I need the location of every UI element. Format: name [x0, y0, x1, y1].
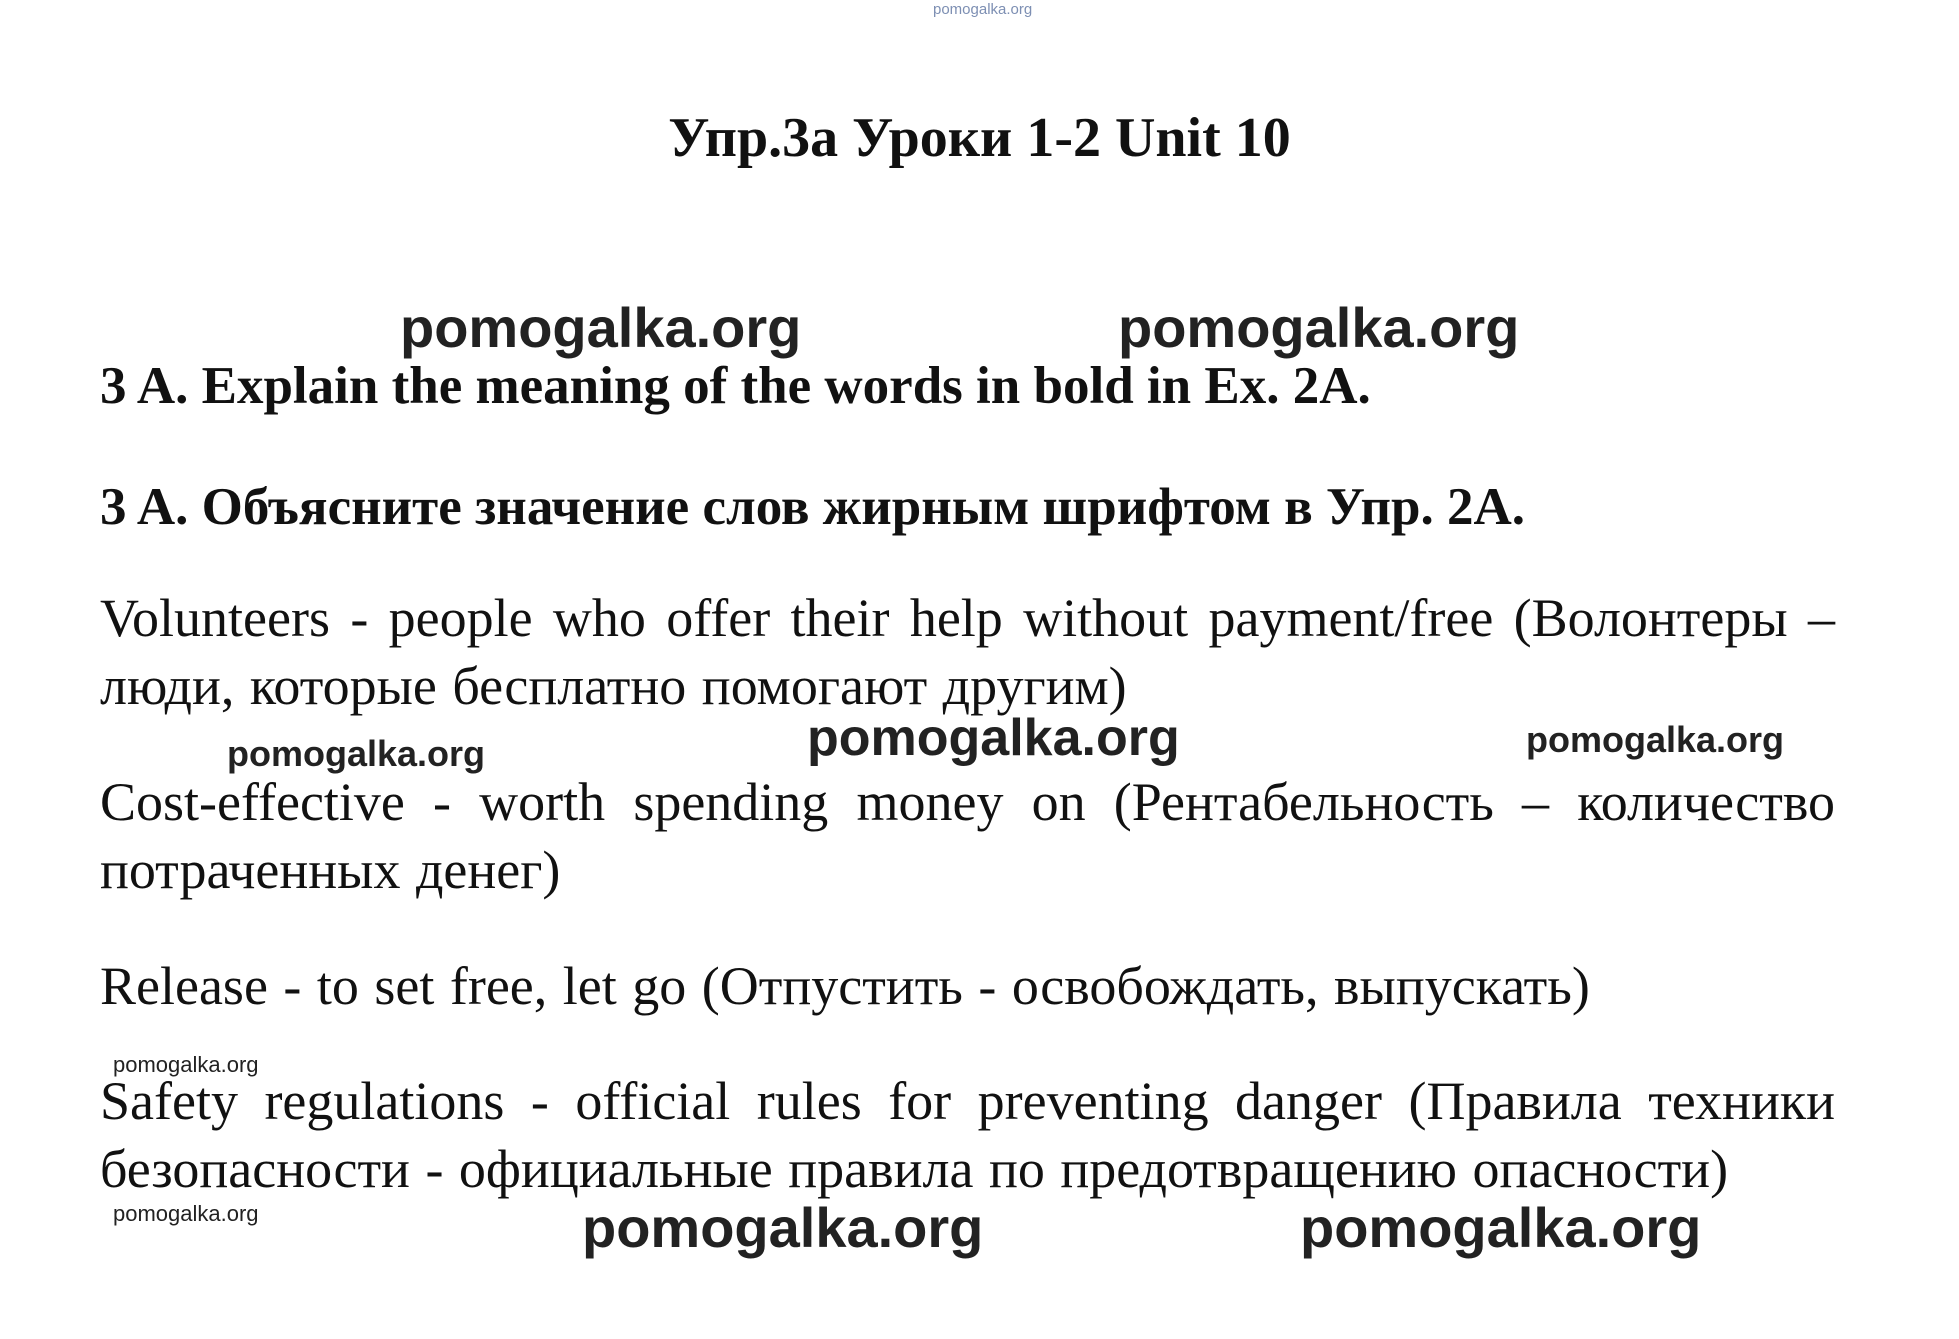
- watermark: pomogalka.org: [1300, 1196, 1702, 1259]
- page-title: Упр.3а Уроки 1-2 Unit 10: [668, 107, 1291, 169]
- watermark-top: pomogalka.org: [933, 1, 1033, 18]
- watermark: pomogalka.org: [1526, 719, 1785, 760]
- task-heading-en: 3 A. Explain the meaning of the words in bold in Ex. 2A.: [100, 357, 1371, 415]
- watermark: pomogalka.org: [1118, 296, 1520, 359]
- watermark: pomogalka.org: [227, 733, 486, 774]
- definition-item: Cost-effective - worth spending money on (Рентабельность – количество потраченных денег): [100, 772, 1835, 900]
- watermark: pomogalka.org: [400, 296, 802, 359]
- definition-item: Release - to set free, let go (Отпустить - освобождать, выпускать): [100, 956, 1590, 1016]
- definition-item: Safety regulations - official rules for preventing danger (Правила техники безопасности - официальные правила по предотвращению опасности): [100, 1071, 1835, 1199]
- watermark: pomogalka.org: [582, 1196, 984, 1259]
- definition-item: Volunteers - people who offer their help without payment/free (Волонтеры – люди, которые бесплатно помогают другим): [100, 588, 1835, 716]
- task-heading-ru: 3 A. Объясните значение слов жирным шрифтом в Упр. 2A.: [100, 478, 1526, 536]
- watermark: pomogalka.org: [113, 1201, 259, 1226]
- watermark: pomogalka.org: [807, 709, 1180, 767]
- watermark: pomogalka.org: [113, 1052, 259, 1077]
